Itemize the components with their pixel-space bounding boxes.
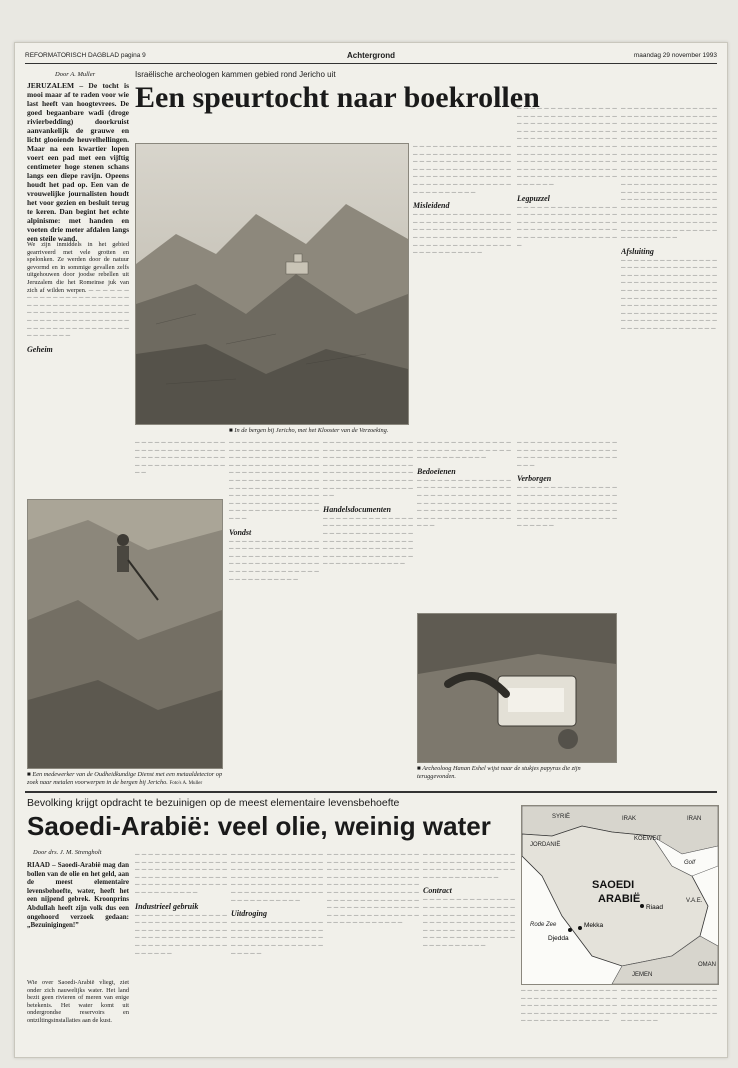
section-head-uitdroging: Uitdroging [231, 909, 268, 919]
section-head-contract: Contract [423, 886, 452, 896]
article1-headline: Een speurtocht naar boekrollen [135, 81, 540, 114]
article1-body-col1 [27, 241, 129, 361]
map-label-syrie: SYRIË [552, 814, 571, 820]
filler-text: ─ ─ ─ ─ ─ ─ ─ ─ ─ ─ ─ ─ ─ ─ ─ ─ ─ ─ ─ ─ ─ ─ ─ ─ ─ ─ ─ ─ ─ ─ ─ ─ ─ ─ ─ ─ ─ ─ ─ ─ ─ ─ ─ ─ ─ ─ ─ ─ ─ ─ ─ ─ ─ ─ ─ ─ ─ ─ ─ ─ ─ [231, 919, 323, 957]
caption-top-text: In de bergen bij Jericho, met het Klooster van de Verzoeking. [234, 427, 389, 434]
filler-text: ─ ─ ─ ─ ─ ─ ─ ─ ─ ─ ─ ─ ─ ─ ─ ─ ─ ─ ─ ─ ─ ─ ─ ─ ─ ─ ─ ─ ─ ─ ─ ─ ─ ─ ─ ─ ─ ─ ─ ─ ─ ─ ─ ─ ─ ─ ─ ─ ─ ─ ─ ─ ─ ─ ─ ─ ─ ─ ─ ─ ─ ─ ─ ─ ─ ─ ─ ─ ─ ─ ─ ─ ─ ─ ─ ─ ─ ─ ─ ─ ─ [517, 484, 617, 530]
map-label-golf: Golf [684, 860, 696, 866]
article1-body-col4b [517, 439, 617, 609]
map-label-mekka: Mekka [584, 922, 604, 929]
map-dot-djedda [568, 928, 572, 932]
map-label-rode-zee: Rode Zee [530, 922, 557, 928]
section-head-industrieel-gebruik: Industrieel gebruik [135, 901, 199, 911]
map-label-riaad: Riaad [646, 904, 663, 911]
caption-right-text: Archeoloog Hanan Eshel wijst naar de stukjes papyrus die zijn teruggevonden. [417, 765, 581, 780]
newspaper-page [14, 42, 728, 1058]
filler-text: ─ ─ ─ ─ ─ ─ ─ ─ ─ ─ ─ ─ ─ ─ ─ ─ ─ ─ ─ ─ ─ ─ ─ ─ ─ ─ ─ ─ ─ ─ ─ ─ ─ ─ ─ ─ ─ ─ ─ ─ ─ ─ ─ ─ ─ ─ ─ ─ ─ ─ ─ ─ ─ ─ [423, 851, 515, 881]
filler-text: ─ ─ ─ ─ ─ ─ ─ ─ ─ ─ ─ ─ ─ ─ ─ ─ ─ ─ ─ ─ ─ ─ ─ ─ ─ ─ ─ ─ ─ ─ ─ ─ ─ ─ ─ ─ ─ ─ ─ ─ ─ ─ ─ ─ ─ ─ ─ ─ ─ ─ ─ ─ ─ ─ ─ ─ ─ ─ ─ ─ ─ ─ ─ ─ ─ ─ ─ ─ ─ ─ ─ ─ ─ ─ ─ ─ ─ ─ ─ ─ [135, 851, 227, 896]
filler-text: ─ ─ ─ ─ ─ ─ ─ ─ ─ ─ ─ ─ ─ ─ ─ ─ ─ ─ ─ ─ ─ ─ ─ ─ ─ ─ ─ ─ ─ ─ ─ ─ ─ ─ ─ ─ ─ ─ ─ ─ ─ ─ ─ ─ ─ ─ ─ ─ ─ ─ ─ ─ ─ ─ ─ ─ ─ ─ ─ ─ ─ ─ ─ ─ ─ ─ ─ ─ ─ ─ ─ ─ ─ ─ ─ ─ ─ ─ ─ ─ ─ ─ ─ ─ ─ ─ ─ ─ ─ ─ ─ ─ ─ ─ ─ ─ ─ ─ ─ ─ ─ ─ ─ ─ ─ ─ ─ ─ ─ ─ ─ ─ ─ ─ ─ ─ ─ ─ ─ ─ ─ ─ ─ ─ ─ ─ ─ ─ ─ ─ ─ ─ ─ ─ ─ ─ ─ ─ ─ ─ ─ ─ ─ ─ ─ ─ ─ ─ ─ ─ [621, 256, 717, 333]
filler-text: ─ ─ ─ ─ ─ ─ ─ ─ ─ ─ ─ ─ ─ ─ ─ ─ ─ ─ ─ ─ ─ ─ ─ ─ ─ ─ ─ ─ ─ ─ ─ ─ ─ ─ ─ ─ ─ ─ ─ ─ ─ ─ ─ ─ ─ ─ ─ ─ ─ ─ ─ ─ ─ ─ ─ ─ ─ ─ ─ ─ ─ ─ ─ ─ ─ ─ ─ ─ ─ ─ ─ ─ ─ ─ [521, 987, 617, 1025]
section-head-geheim: Geheim [27, 344, 53, 354]
filler-text: ─ ─ ─ ─ ─ ─ ─ ─ ─ ─ ─ ─ ─ ─ ─ ─ ─ ─ ─ ─ ─ ─ ─ ─ ─ ─ ─ ─ ─ ─ ─ ─ ─ ─ ─ ─ ─ ─ ─ ─ ─ ─ ─ ─ ─ ─ ─ ─ ─ ─ ─ ─ ─ ─ ─ ─ ─ ─ [135, 439, 225, 477]
map-label-saoedi: SAOEDI [592, 879, 635, 891]
section-head-vondst: Vondst [229, 527, 252, 537]
section-head-legpuzzel: Legpuzzel [517, 193, 550, 203]
caption-left-text: Een medewerker van de Oudheidkundige Dienst met een metaaldetector op zoek naar metalen voorwerpen in de bergen bij Jericho. [27, 771, 223, 786]
section-head-verborgen: Verborgen [517, 474, 552, 484]
caption-right-photo: ■ Archeoloog Hanan Eshel wijst naar de stukjes papyrus die zijn teruggevonden. [417, 765, 581, 780]
article2-body-text: Wie over Saoedi-Arabië vliegt, ziet onder zich nauwelijks water. Het land bezit geen rivieren of meren van enige betekenis. Het water komt uit ondergrondse reservoirs en ontziltingsinstallaties aan de kust. [27, 979, 129, 1024]
filler-text: ─ ─ ─ ─ ─ ─ ─ ─ ─ ─ ─ ─ ─ ─ ─ ─ ─ ─ ─ ─ ─ ─ ─ ─ ─ ─ ─ ─ ─ ─ ─ ─ ─ ─ ─ ─ ─ ─ ─ ─ ─ ─ ─ ─ ─ ─ ─ ─ ─ ─ ─ ─ ─ ─ ─ ─ ─ ─ ─ ─ ─ ─ ─ ─ ─ ─ ─ ─ ─ ─ ─ ─ ─ ─ ─ ─ ─ ─ ─ ─ ─ ─ ─ ─ ─ ─ ─ [417, 476, 511, 530]
filler-text: ─ ─ ─ ─ ─ ─ ─ ─ ─ ─ ─ ─ ─ ─ ─ ─ ─ ─ ─ ─ ─ ─ ─ ─ ─ ─ ─ ─ ─ ─ ─ ─ ─ ─ ─ ─ ─ ─ ─ ─ ─ ─ ─ ─ ─ ─ ─ ─ ─ ─ ─ ─ ─ ─ ─ ─ ─ ─ ─ ─ ─ ─ ─ ─ ─ ─ ─ ─ ─ ─ ─ ─ ─ ─ ─ ─ [135, 911, 227, 957]
filler-text: ─ ─ ─ ─ ─ ─ ─ ─ ─ ─ ─ ─ ─ ─ ─ ─ ─ ─ ─ ─ ─ ─ ─ ─ ─ ─ ─ ─ ─ ─ ─ ─ ─ ─ ─ ─ ─ ─ ─ ─ ─ ─ ─ ─ ─ ─ ─ ─ ─ ─ ─ ─ ─ ─ ─ ─ ─ ─ ─ ─ ─ ─ ─ ─ ─ ─ ─ ─ ─ ─ ─ ─ ─ ─ ─ ─ ─ ─ ─ ─ ─ ─ ─ ─ ─ ─ ─ ─ ─ ─ ─ ─ ─ ─ ─ ─ ─ ─ ─ ─ ─ ─ ─ ─ ─ ─ ─ ─ ─ ─ ─ ─ ─ ─ ─ ─ ─ ─ ─ ─ ─ ─ ─ ─ ─ ─ ─ ─ ─ ─ ─ ─ ─ ─ ─ ─ ─ ─ ─ ─ ─ ─ ─ ─ ─ ─ ─ ─ ─ ─ ─ ─ ─ ─ ─ ─ ─ ─ ─ ─ ─ ─ ─ ─ ─ ─ ─ ─ ─ ─ ─ ─ ─ ─ ─ ─ ─ ─ ─ ─ ─ ─ ─ ─ ─ ─ ─ ─ ─ ─ ─ ─ ─ ─ ─ ─ ─ ─ ─ ─ ─ ─ ─ ─ ─ ─ ─ ─ ─ ─ ─ ─ ─ ─ ─ ─ ─ ─ ─ ─ ─ ─ ─ ─ ─ ─ ─ ─ ─ ─ ─ ─ ─ ─ ─ ─ ─ ─ ─ ─ ─ ─ ─ ─ ─ ─ ─ ─ ─ ─ ─ ─ ─ ─ ─ ─ ─ ─ ─ ─ ─ ─ ─ ─ [621, 105, 717, 242]
article2-byline: Door drs. J. M. Strengholt [33, 849, 102, 856]
map-label-oman: OMAN [698, 962, 716, 968]
article2-subhead: Bevolking krijgt opdracht te bezuinigen op de meest elementaire levensbehoefte [27, 797, 400, 809]
map-saudi-arabia [521, 805, 719, 985]
caption-left-photo: ■ Een medewerker van de Oudheidkundige Dienst met een metaaldetector op zoek naar metalen voorwerpen in de bergen bij Jericho. Foto's A. Muller [27, 771, 223, 786]
article1-body-text: We zijn inmiddels in het gebied gearriveerd met vele grotten en spelonken. Ze werden door de natuur gevormd en in sommige gevallen zelfs uitgehouwen door joodse rebellen uit Jeruzalem die het Romeinse juk van zich af wilden werpen. [27, 241, 129, 294]
article2-body-col5 [423, 851, 515, 1051]
article1-byline: Door A. Muller [55, 71, 96, 78]
section-head-afsluiting: Afsluiting [621, 246, 654, 256]
map-label-jordanie: JORDANIË [530, 842, 561, 848]
map-label-vae: V.A.E. [686, 898, 703, 904]
article2-body-col4 [327, 851, 419, 1051]
filler-text: ─ ─ ─ ─ ─ ─ ─ ─ ─ ─ ─ ─ ─ ─ ─ ─ ─ ─ ─ ─ ─ ─ ─ ─ ─ ─ ─ ─ ─ ─ ─ ─ ─ ─ ─ ─ ─ ─ ─ ─ ─ ─ ─ ─ ─ ─ ─ ─ ─ ─ ─ ─ ─ ─ ─ ─ ─ ─ ─ ─ ─ ─ ─ ─ ─ ─ ─ ─ ─ ─ ─ ─ ─ ─ ─ ─ ─ ─ ─ ─ ─ [229, 537, 319, 583]
map-dot-riaad [640, 904, 644, 908]
filler-text: ─ ─ ─ ─ ─ ─ ─ ─ ─ ─ ─ ─ ─ ─ ─ ─ ─ ─ ─ ─ ─ ─ ─ ─ ─ ─ ─ ─ ─ ─ ─ ─ ─ ─ ─ ─ ─ ─ ─ [417, 439, 511, 462]
article1-body-col3 [413, 143, 511, 423]
article1-body-col2a [135, 439, 225, 495]
article1-subhead: Israëlische archeologen kammen gebied rond Jericho uit [135, 70, 336, 79]
filler-text: ─ ─ ─ ─ ─ ─ ─ ─ ─ ─ ─ ─ ─ ─ ─ ─ ─ ─ ─ ─ ─ ─ ─ ─ ─ ─ ─ ─ ─ ─ ─ ─ ─ ─ ─ ─ ─ ─ ─ ─ ─ ─ ─ ─ ─ ─ ─ ─ ─ ─ ─ ─ ─ ─ ─ ─ ─ ─ ─ ─ ─ ─ ─ ─ ─ ─ [621, 987, 717, 1025]
article2-body-col6 [521, 987, 617, 1051]
filler-text: ─ ─ ─ ─ ─ ─ ─ ─ ─ ─ ─ ─ ─ ─ ─ ─ ─ ─ ─ ─ ─ ─ ─ ─ ─ ─ ─ ─ ─ ─ ─ ─ ─ ─ ─ ─ ─ ─ ─ ─ ─ ─ ─ ─ ─ ─ ─ ─ ─ ─ ─ ─ ─ ─ ─ ─ ─ ─ ─ ─ ─ ─ ─ ─ ─ ─ ─ ─ ─ ─ ─ ─ ─ ─ ─ ─ ─ ─ ─ ─ ─ ─ ─ ─ ─ ─ ─ ─ ─ ─ ─ ─ ─ [27, 286, 129, 340]
filler-text: ─ ─ ─ ─ ─ ─ ─ ─ ─ ─ ─ ─ ─ ─ ─ ─ ─ ─ ─ ─ ─ ─ ─ ─ ─ ─ ─ ─ ─ ─ ─ ─ ─ ─ ─ ─ ─ ─ ─ ─ ─ ─ ─ ─ ─ ─ ─ ─ ─ ─ ─ ─ ─ ─ ─ ─ ─ ─ ─ ─ ─ ─ ─ ─ ─ ─ ─ ─ ─ ─ ─ ─ ─ ─ ─ ─ ─ ─ ─ ─ ─ ─ ─ ─ ─ ─ ─ ─ ─ ─ ─ ─ ─ ─ ─ [231, 851, 323, 904]
filler-text: ─ ─ ─ ─ ─ ─ ─ ─ ─ ─ ─ ─ ─ ─ ─ ─ ─ ─ ─ ─ ─ ─ ─ ─ ─ ─ ─ ─ ─ ─ ─ ─ ─ ─ ─ ─ ─ ─ ─ ─ ─ ─ ─ ─ ─ ─ ─ ─ ─ ─ ─ ─ ─ ─ ─ ─ ─ ─ ─ ─ ─ ─ ─ ─ ─ ─ ─ ─ ─ ─ ─ ─ ─ ─ ─ ─ [517, 203, 617, 249]
section-head-handelsdocumenten: Handelsdocumenten [323, 504, 392, 514]
article2-body-col2 [135, 851, 227, 1051]
section-divider [25, 791, 717, 793]
article1-intro: JERUZALEM – De tocht is mooi maar af te raden voor wie last heeft van hoogtevrees. De goed begaanbare wadi (droge rivierbedding) doorkruist aanvankelijk de grauwe en licht glooiende heuvelhellingen. Maar na een kwartier lopen voert een pad met een vijftig centimeter hoge stenen schans langs een diepe ravijn. Opeens houdt het pad op. Een van de vrouwelijke journalisten houdt het voor gezien en besluit terug te keren. Dan begint het echte alpinisme: met handen en voeten drie meter afdalen langs een steile wand. [27, 81, 129, 243]
photo-metal-detector [27, 499, 223, 769]
header-section: Achtergrond [347, 51, 395, 60]
map-label-djedda: Djedda [548, 935, 569, 942]
filler-text: ─ ─ ─ ─ ─ ─ ─ ─ ─ ─ ─ ─ ─ ─ ─ ─ ─ ─ ─ ─ ─ ─ ─ ─ ─ ─ ─ ─ ─ ─ ─ ─ ─ ─ ─ ─ ─ ─ ─ ─ ─ ─ ─ ─ ─ ─ ─ ─ ─ ─ ─ ─ ─ ─ ─ ─ ─ ─ ─ ─ ─ ─ ─ ─ ─ ─ ─ ─ ─ ─ ─ ─ ─ ─ ─ ─ ─ ─ ─ ─ ─ ─ ─ ─ ─ ─ ─ ─ ─ ─ ─ ─ ─ ─ ─ ─ ─ ─ ─ ─ ─ ─ ─ ─ ─ ─ ─ ─ ─ ─ ─ ─ ─ ─ ─ ─ ─ ─ ─ ─ ─ ─ ─ ─ ─ ─ ─ ─ ─ ─ ─ ─ ─ ─ ─ ─ ─ ─ [327, 851, 419, 927]
filler-text: ─ ─ ─ ─ ─ ─ ─ ─ ─ ─ ─ ─ ─ ─ ─ ─ ─ ─ ─ ─ ─ ─ ─ ─ ─ ─ ─ ─ ─ ─ ─ ─ ─ ─ ─ ─ ─ ─ ─ ─ ─ ─ ─ ─ ─ ─ ─ ─ ─ ─ ─ ─ ─ ─ ─ ─ ─ ─ ─ ─ ─ ─ ─ ─ ─ ─ ─ ─ ─ ─ ─ ─ ─ ─ ─ ─ ─ ─ ─ ─ ─ ─ ─ ─ ─ ─ ─ ─ ─ ─ ─ ─ ─ ─ ─ ─ ─ ─ ─ ─ [413, 143, 511, 196]
article2-body-col7 [621, 987, 717, 1051]
article2-headline: Saoedi-Arabië: veel olie, weinig water [27, 811, 491, 841]
filler-text: ─ ─ ─ ─ ─ ─ ─ ─ ─ ─ ─ ─ ─ ─ ─ ─ ─ ─ ─ ─ ─ ─ ─ ─ ─ ─ ─ ─ ─ ─ ─ ─ ─ ─ ─ ─ ─ ─ ─ ─ ─ ─ ─ ─ ─ ─ ─ ─ ─ ─ ─ ─ ─ ─ ─ ─ ─ ─ ─ ─ ─ ─ ─ ─ ─ ─ ─ ─ ─ ─ ─ ─ ─ ─ ─ ─ ─ ─ ─ ─ ─ ─ ─ ─ ─ ─ [413, 211, 511, 257]
article1-body-col5 [621, 105, 717, 745]
caption-top-photo: ■ In de bergen bij Jericho, met het Klooster van de Verzoeking. [229, 427, 389, 434]
map-label-koeweit: KOEWEIT [634, 836, 662, 842]
photo-papyrus [417, 613, 617, 763]
article1-body-col3b [417, 439, 511, 607]
header-left: REFORMATORISCH DAGBLAD pagina 9 [25, 52, 146, 59]
filler-text: ─ ─ ─ ─ ─ ─ ─ ─ ─ ─ ─ ─ ─ ─ ─ ─ ─ ─ ─ ─ ─ ─ ─ ─ ─ ─ ─ ─ ─ ─ ─ ─ ─ ─ ─ ─ ─ ─ ─ ─ ─ ─ ─ ─ ─ ─ ─ ─ ─ ─ ─ ─ ─ ─ ─ ─ ─ ─ ─ ─ ─ ─ ─ ─ ─ ─ ─ ─ ─ ─ ─ ─ ─ ─ ─ ─ ─ ─ ─ ─ ─ ─ ─ ─ ─ ─ ─ ─ ─ ─ ─ ─ ─ ─ ─ ─ ─ ─ ─ ─ [323, 439, 413, 500]
article2-body-col3 [231, 851, 323, 1051]
section-head-bedoeienen: Bedoeïenen [417, 466, 456, 476]
article2-intro: RIAAD – Saoedi-Arabië mag dan bollen van de olie en het geld, aan de meest elementaire levensbehoefte, water, heeft het een nijpend gebrek. Kroonprins Abdullah heeft zijn volk dus een ongehoord verzoek gedaan: „Bezuinigingen!” [27, 861, 129, 930]
map-label-irak: IRAK [622, 816, 637, 822]
map-label-jemen: JEMEN [632, 972, 653, 978]
filler-text: ─ ─ ─ ─ ─ ─ ─ ─ ─ ─ ─ ─ ─ ─ ─ ─ ─ ─ ─ ─ ─ ─ ─ ─ ─ ─ ─ ─ ─ ─ ─ ─ ─ ─ ─ ─ ─ ─ ─ ─ ─ ─ ─ ─ ─ ─ ─ ─ [517, 439, 617, 469]
filler-text: ─ ─ ─ ─ ─ ─ ─ ─ ─ ─ ─ ─ ─ ─ ─ ─ ─ ─ ─ ─ ─ ─ ─ ─ ─ ─ ─ ─ ─ ─ ─ ─ ─ ─ ─ ─ ─ ─ ─ ─ ─ ─ ─ ─ ─ ─ ─ ─ ─ ─ ─ ─ ─ ─ ─ ─ ─ ─ ─ ─ ─ ─ ─ ─ ─ ─ ─ ─ ─ ─ ─ ─ ─ ─ ─ ─ ─ ─ ─ ─ ─ ─ ─ ─ ─ ─ ─ ─ ─ ─ ─ ─ ─ ─ ─ ─ ─ ─ ─ ─ ─ ─ ─ ─ ─ ─ ─ ─ ─ ─ ─ ─ ─ ─ ─ ─ ─ ─ ─ ─ ─ ─ ─ ─ ─ ─ ─ ─ ─ ─ ─ ─ ─ ─ ─ ─ ─ ─ ─ ─ ─ ─ ─ [229, 439, 319, 522]
header-date: maandag 29 november 1993 [633, 52, 717, 59]
article1-body-col2b [229, 439, 319, 779]
section-head-misleidend: Misleidend [413, 201, 450, 211]
article1-body-col4 [517, 105, 617, 423]
photo-mountains-jericho [135, 143, 409, 425]
filler-text: ─ ─ ─ ─ ─ ─ ─ ─ ─ ─ ─ ─ ─ ─ ─ ─ ─ ─ ─ ─ ─ ─ ─ ─ ─ ─ ─ ─ ─ ─ ─ ─ ─ ─ ─ ─ ─ ─ ─ ─ ─ ─ ─ ─ ─ ─ ─ ─ ─ ─ ─ ─ ─ ─ ─ ─ ─ ─ ─ ─ ─ ─ ─ ─ ─ ─ ─ ─ ─ ─ ─ ─ ─ ─ ─ ─ ─ ─ ─ ─ ─ ─ ─ ─ ─ ─ ─ ─ ─ ─ ─ ─ ─ ─ ─ ─ ─ [323, 514, 413, 568]
photo-credit: Foto's A. Muller [169, 780, 203, 786]
article1-body-col2c [323, 439, 413, 779]
filler-text: ─ ─ ─ ─ ─ ─ ─ ─ ─ ─ ─ ─ ─ ─ ─ ─ ─ ─ ─ ─ ─ ─ ─ ─ ─ ─ ─ ─ ─ ─ ─ ─ ─ ─ ─ ─ ─ ─ ─ ─ ─ ─ ─ ─ ─ ─ ─ ─ ─ ─ ─ ─ ─ ─ ─ ─ ─ ─ ─ ─ ─ ─ ─ ─ ─ ─ ─ ─ ─ ─ ─ ─ ─ ─ ─ ─ ─ ─ ─ ─ ─ ─ ─ ─ ─ ─ ─ ─ ─ ─ ─ ─ ─ ─ ─ ─ ─ ─ ─ ─ ─ ─ ─ ─ ─ ─ ─ ─ ─ ─ ─ ─ ─ ─ ─ ─ ─ ─ ─ ─ ─ ─ ─ ─ ─ ─ ─ ─ ─ ─ ─ ─ ─ ─ ─ ─ ─ ─ ─ ─ ─ ─ ─ ─ ─ ─ ─ ─ ─ ─ ─ ─ ─ ─ ─ ─ [517, 105, 617, 188]
map-dot-mekka [578, 926, 582, 930]
article2-body-col1 [27, 979, 129, 1051]
filler-text: ─ ─ ─ ─ ─ ─ ─ ─ ─ ─ ─ ─ ─ ─ ─ ─ ─ ─ ─ ─ ─ ─ ─ ─ ─ ─ ─ ─ ─ ─ ─ ─ ─ ─ ─ ─ ─ ─ ─ ─ ─ ─ ─ ─ ─ ─ ─ ─ ─ ─ ─ ─ ─ ─ ─ ─ ─ ─ ─ ─ ─ ─ ─ ─ ─ ─ ─ ─ ─ ─ ─ ─ ─ ─ ─ ─ ─ ─ ─ ─ ─ ─ ─ ─ ─ ─ ─ ─ ─ ─ ─ ─ ─ ─ [423, 896, 515, 949]
map-label-iran: IRAN [687, 816, 702, 822]
page-header [25, 49, 717, 64]
map-label-arabie: ARABIË [598, 893, 641, 905]
